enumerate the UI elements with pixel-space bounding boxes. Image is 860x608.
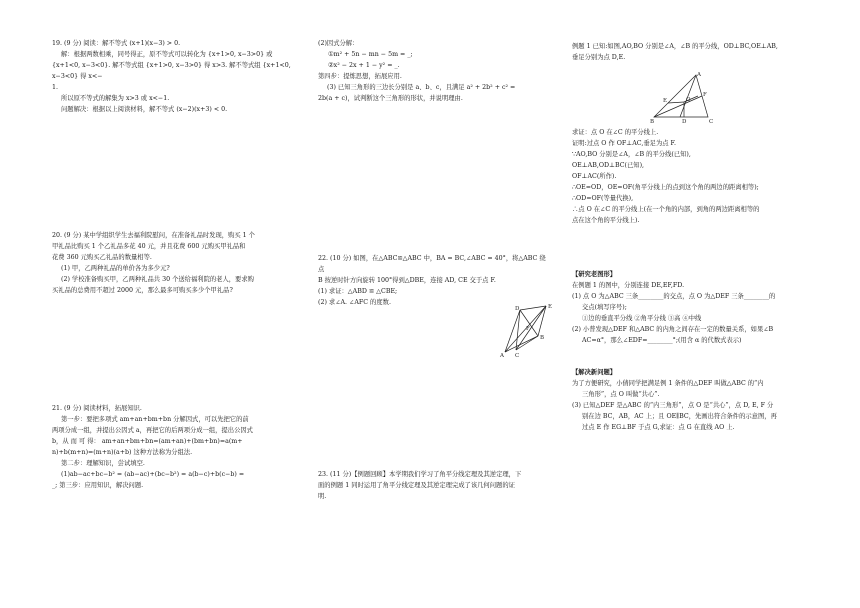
section-line: 交点(填写序号); bbox=[582, 304, 627, 311]
q20-heading: 20. (9 分) 某中学组织学生去福利院慰问，在准备礼品时发现，购买 1 个 bbox=[52, 232, 255, 239]
q21-heading: 21. (9 分) 阅读材料，拓展知识. bbox=[52, 405, 142, 412]
q19-line: 问题解决：根据以上阅读材料，解不等式 (x−2)(x+3) < 0. bbox=[61, 106, 228, 113]
example-line: 垂足分别为点 D,E. bbox=[572, 54, 626, 61]
q21-line: n)+b(m+n)=(m+n)(a+b) 这种方法称为分组法. bbox=[52, 449, 193, 456]
proof-line: 点在这个角的平分线上). bbox=[572, 217, 640, 224]
section-heading: 【解决新问题】 bbox=[572, 369, 617, 376]
example-line: 例题 1 已知:如图,AO,BO 分别是∠A，∠B 的平分线，OD⊥BC,OE⊥AB, bbox=[572, 43, 778, 50]
q22-geometry-figure bbox=[496, 302, 552, 358]
fig-label: B bbox=[650, 119, 655, 124]
q20-line: (1) 甲，乙两种礼品的单价各为多少元? bbox=[61, 265, 170, 272]
proof-line: ∴点 O 在∠C 的平分线上(在一个角的内部，到角的两边距离相等的 bbox=[572, 206, 760, 213]
section-line: ①边的垂直平分线 ②角平分线 ③高 ④中线 bbox=[582, 315, 702, 322]
fig-label: F bbox=[703, 92, 707, 98]
c2-line: ①m² + 5n − mn − 5m = _; bbox=[328, 51, 413, 58]
q20-line: 甲礼品比购买 1 个乙礼品多花 40 元，并且花费 600 元购买甲礼品和 bbox=[52, 243, 246, 250]
fig-label: C bbox=[515, 353, 520, 358]
proof-line: ∴OE=OD，OE=OF(角平分线上的点到这个角的两边的距离相等); bbox=[572, 184, 759, 191]
proof-line: 求证：点 O 在∠C 的平分线上. bbox=[572, 129, 659, 136]
q22-line: (2) 求∠A. ∠AFC 的度数. bbox=[318, 299, 391, 306]
q19-line: {x+1<0, x−3<0}. 解不等式组 {x+1>0, x−3>0} 得 x>3. 解不等式组 {x+1<0, x−3<0} 得 x<− bbox=[52, 62, 291, 80]
section-line: (2) 小普发现△DEF 和△ABC 的内角之间存在一定的数量关系，如果∠B bbox=[572, 326, 774, 333]
section-line: (1) 点 O 为△ABC 三条________的交点，点 O 为△DEF 三条________的 bbox=[572, 293, 776, 300]
q21-line: 第二步：理解知识，尝试填空. bbox=[61, 460, 145, 467]
proof-line: ∴OD=OF(等量代换), bbox=[572, 195, 634, 202]
q20-line: 花费 360 元购买乙礼品的数量相等. bbox=[52, 254, 152, 261]
c2-line: (3) 已知三角形的三边长分别是 a、b、c，且满足 a² + 2b² + c² = bbox=[327, 84, 516, 91]
section-line: (3) 已知△DEF 是△ABC 的“内三角形”，点 O 是“共心”，点 D, E, F 分 bbox=[572, 402, 774, 409]
question-21-continued bbox=[318, 38, 550, 104]
question-19 bbox=[52, 38, 302, 115]
c2-line: (2)因式分解： bbox=[318, 40, 359, 47]
column-left bbox=[52, 0, 302, 608]
c2-line: 第四步：提炼思想，拓展应用. bbox=[318, 73, 402, 80]
research-old-figure-section bbox=[572, 269, 822, 346]
proof-line: OE⊥AB,OD⊥BC(已知), bbox=[572, 162, 645, 169]
q21-line: 两项分成一组，并提出公因式 a，再把它的后两项分成一组，提出公因式 bbox=[52, 427, 253, 434]
section-line: 在例题 1 的图中，分别连接 DE,EF,FD. bbox=[572, 282, 685, 289]
q21-line: 第一步：要把多项式 am+an+bm+bn 分解因式，可以先把它的前 bbox=[61, 416, 249, 423]
column-middle bbox=[318, 0, 550, 608]
q19-heading: 19. (9 分) 阅读：解不等式 (x+1)(x−3) > 0. bbox=[52, 40, 181, 47]
section-line: 过点 E 作 EG⊥BF 于点 G,求证：点 G 在直线 AO 上. bbox=[582, 424, 735, 431]
q20-line: (2) 学校准备购买甲，乙两种礼品共 30 个送给福利院的老人，要求购 bbox=[61, 276, 254, 283]
section-line: 为了方便研究，小倩同学把满足例 1 条件的△DEF 叫做△ABC 的“内 bbox=[572, 380, 764, 387]
fig-label: A bbox=[697, 72, 701, 78]
fig-label: A bbox=[500, 353, 504, 358]
section-line: 三角形”，点 O 叫做“共心”. bbox=[582, 391, 660, 398]
example-1-triangle-figure bbox=[650, 72, 716, 124]
question-22 bbox=[318, 253, 550, 308]
question-21 bbox=[52, 403, 302, 491]
fig-label: B bbox=[540, 335, 545, 341]
q23-line: 明. bbox=[318, 493, 327, 500]
fig-label: F bbox=[526, 326, 530, 332]
q21-line: (1)ab−ac+bc−b² = (ab−ac)+(bc−b²) = a(b−c)+b(c−b) = bbox=[61, 471, 245, 478]
q22-line: (1) 求证：△ABD ≌ △CBE; bbox=[318, 288, 398, 295]
question-20 bbox=[52, 230, 302, 296]
proof-line: 证明:过点 O 作 OF⊥AC,垂足为点 F. bbox=[572, 140, 676, 147]
fig-label: E bbox=[548, 304, 552, 310]
section-heading: 【研究老图形】 bbox=[572, 271, 617, 278]
proof-line: OF⊥AC(所作). bbox=[572, 173, 617, 180]
fig-label: D bbox=[682, 119, 687, 124]
q22-line: B 按逆时针方向旋转 100°得到△DBE，连接 AD, CE 交于点 F. bbox=[318, 277, 496, 284]
q21-line: _; 第三步：应用知识，解决问题. bbox=[52, 482, 144, 489]
fig-label: C bbox=[709, 119, 714, 124]
q19-line: 所以原不等式的解集为 x>3 或 x<−1. bbox=[61, 95, 170, 102]
q22-heading: 22. (10 分) 如图，在△ABC≌△ABC 中，BA = BC,∠ABC = 40°，将△ABC 绕点 bbox=[318, 255, 546, 273]
fig-label: D bbox=[515, 306, 520, 312]
q21-line: b，从 而 可 得： am+an+bm+bn=(am+an)+(bm+bn)=a(m+ bbox=[52, 438, 243, 445]
section-line: AC=α°，那么∠EDF=________°;(用含 α 的代数式表示) bbox=[582, 337, 742, 344]
fig-label: O bbox=[686, 97, 691, 103]
q19-line: 1. bbox=[52, 84, 59, 91]
q20-line: 买礼品的总费用不超过 2000 元，那么最多可购买多少个甲礼品? bbox=[52, 287, 233, 294]
example-1-statement bbox=[572, 41, 822, 63]
example-1-proof bbox=[572, 127, 822, 226]
solve-new-problem-section bbox=[572, 367, 822, 433]
q23-line: 面的例题 1 同时运用了角平分线定理及其逆定理完成了该几何问题的证 bbox=[318, 482, 515, 489]
fig-label: E bbox=[663, 98, 668, 104]
column-right bbox=[572, 0, 822, 608]
proof-line: ∵AO,BO 分别是∠A，∠B 的平分线(已知), bbox=[572, 151, 691, 158]
q23-heading: 23. (11 分)【例题回顾】本学期我们学习了角平分线定理及其逆定理，下 bbox=[318, 471, 522, 478]
question-23 bbox=[318, 469, 550, 502]
section-line: 别在边 BC，AB，AC 上；且 OE∥BC，先画出符合条件的示意图，再 bbox=[582, 413, 777, 420]
c2-line: 2b(a + c)，试判断这个三角形的形状，并说明理由. bbox=[318, 95, 463, 102]
c2-line: ②x² − 2x + 1 − y² = _. bbox=[328, 62, 400, 69]
q19-line: 解：根据两数相乘，同号得正，原不等式可以转化为 {x+1>0, x−3>0} 或 bbox=[61, 51, 273, 58]
